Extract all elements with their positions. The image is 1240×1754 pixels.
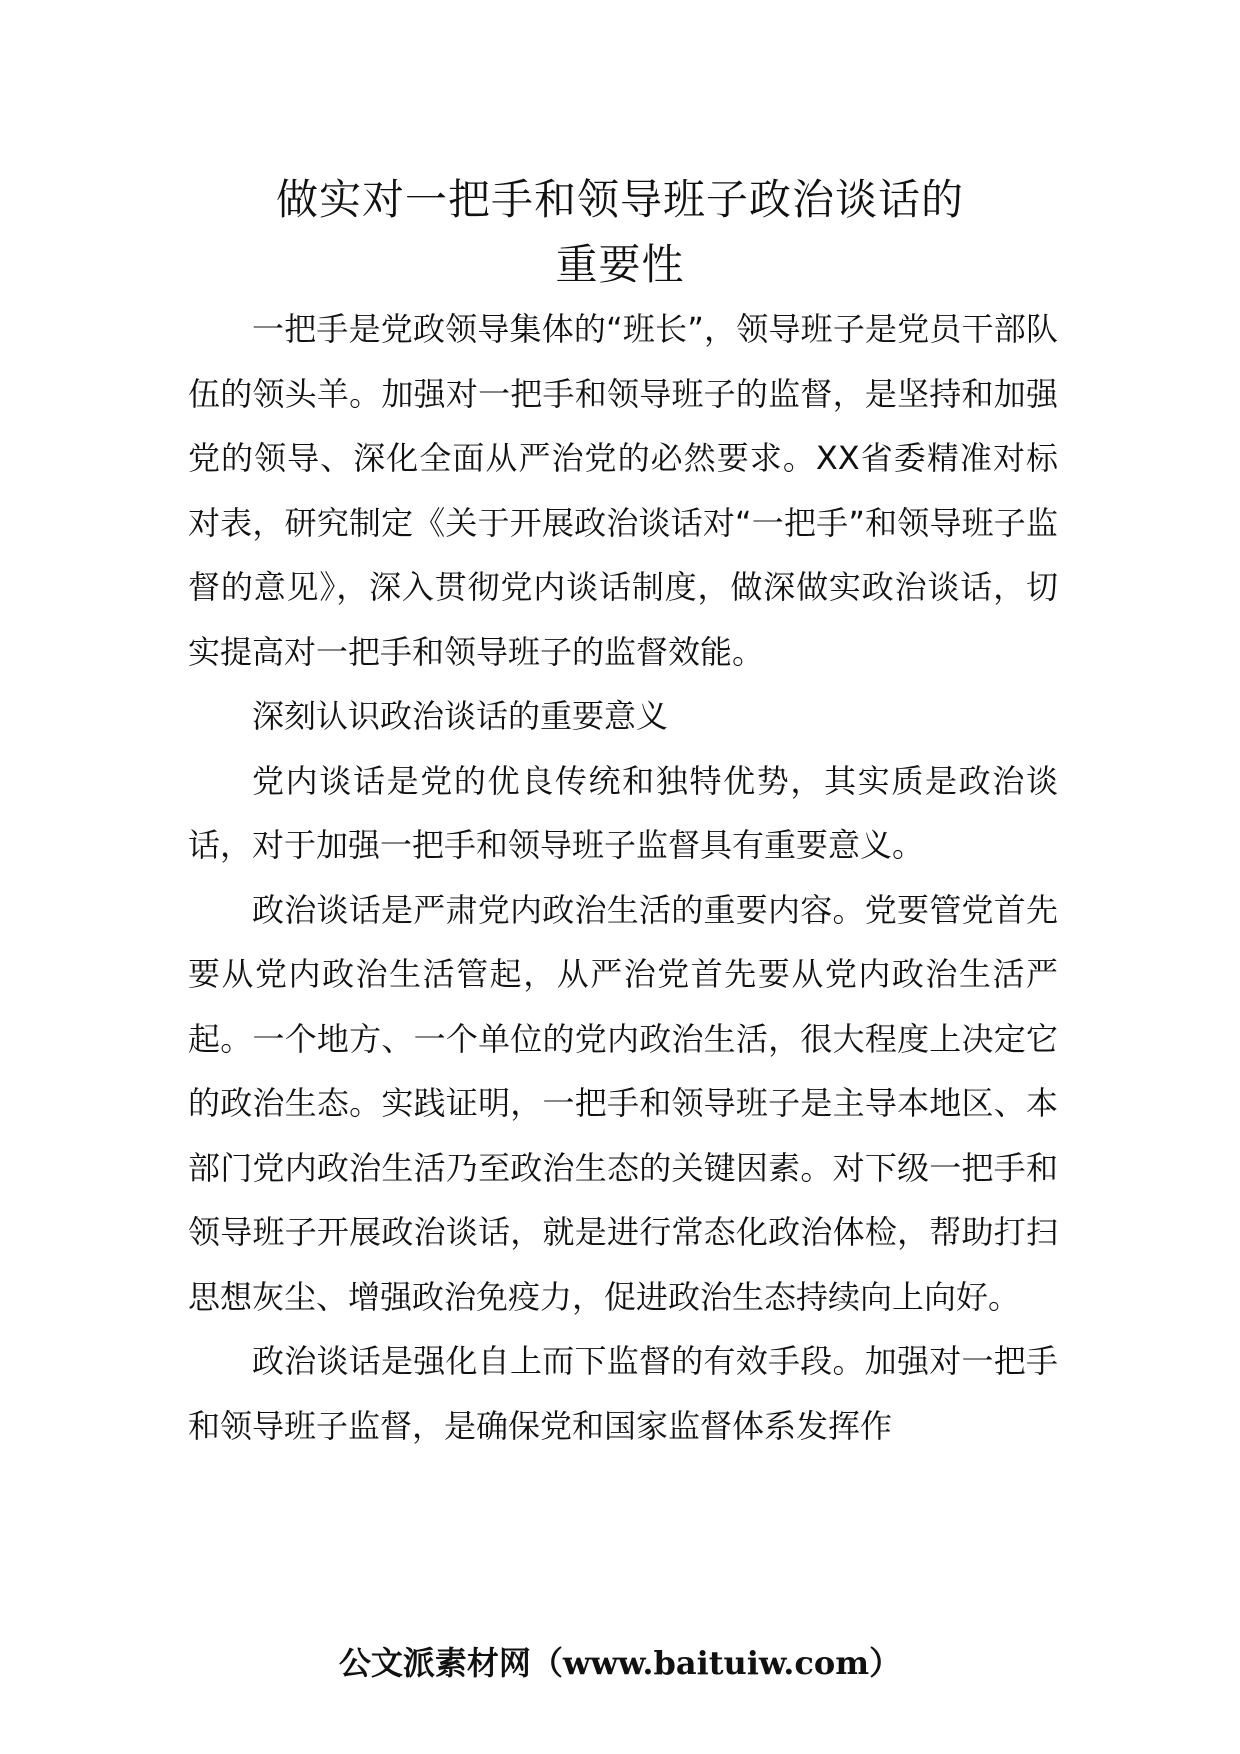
paragraph-political-life: 政治谈话是严肃党内政治生活的重要内容。党要管党首先要从党内政治生活管起，从严治党首先要从党内政治生活严起。一个地方、一个单位的党内政治生活，很大程度上决定它的政治生态。实践证明，一把手和领导班子是主导本地区、本部门党内政治生活乃至政治生态的关键因素。对下级一把手和领导班子开展政治谈话，就是进行常态化政治体检，帮助打扫思想灰尘、增强政治免疫力，促进政治生态持续向上向好。 (188, 890, 1058, 1316)
document-title-line-2: 重要性 (555, 240, 685, 289)
footer-watermark: 公文派素材网（www.baituiw.com） (338, 1644, 902, 1682)
paragraph-intro: 一把手是党政领导集体的“班长”，领导班子是党员干部队伍的领头羊。加强对一把手和领导班子的监督，是坚持和加强党的领导、深化全面从严治党的必然要求。XX省委精准对标对表，研究制定《关于开展政治谈话对“一把手”和领导班子监督的意见》，深入贯彻党内谈话制度，做深做实政治谈话，切实提高对一把手和领导班子的监督效能。 (188, 310, 1058, 671)
document-body (188, 297, 1058, 1458)
paragraph-significance: 党内谈话是党的优良传统和独特优势，其实质是政治谈话，对于加强一把手和领导班子监督具有重要意义。 (188, 761, 1058, 864)
paragraph-supervision: 政治谈话是强化自上而下监督的有效手段。加强对一把手和领导班子监督，是确保党和国家监督体系发挥作 (188, 1342, 1058, 1445)
document-title-line-1: 做实对一把手和领导班子政治谈话的 (275, 175, 964, 224)
section-heading: 深刻认识政治谈话的重要意义 (252, 697, 669, 735)
